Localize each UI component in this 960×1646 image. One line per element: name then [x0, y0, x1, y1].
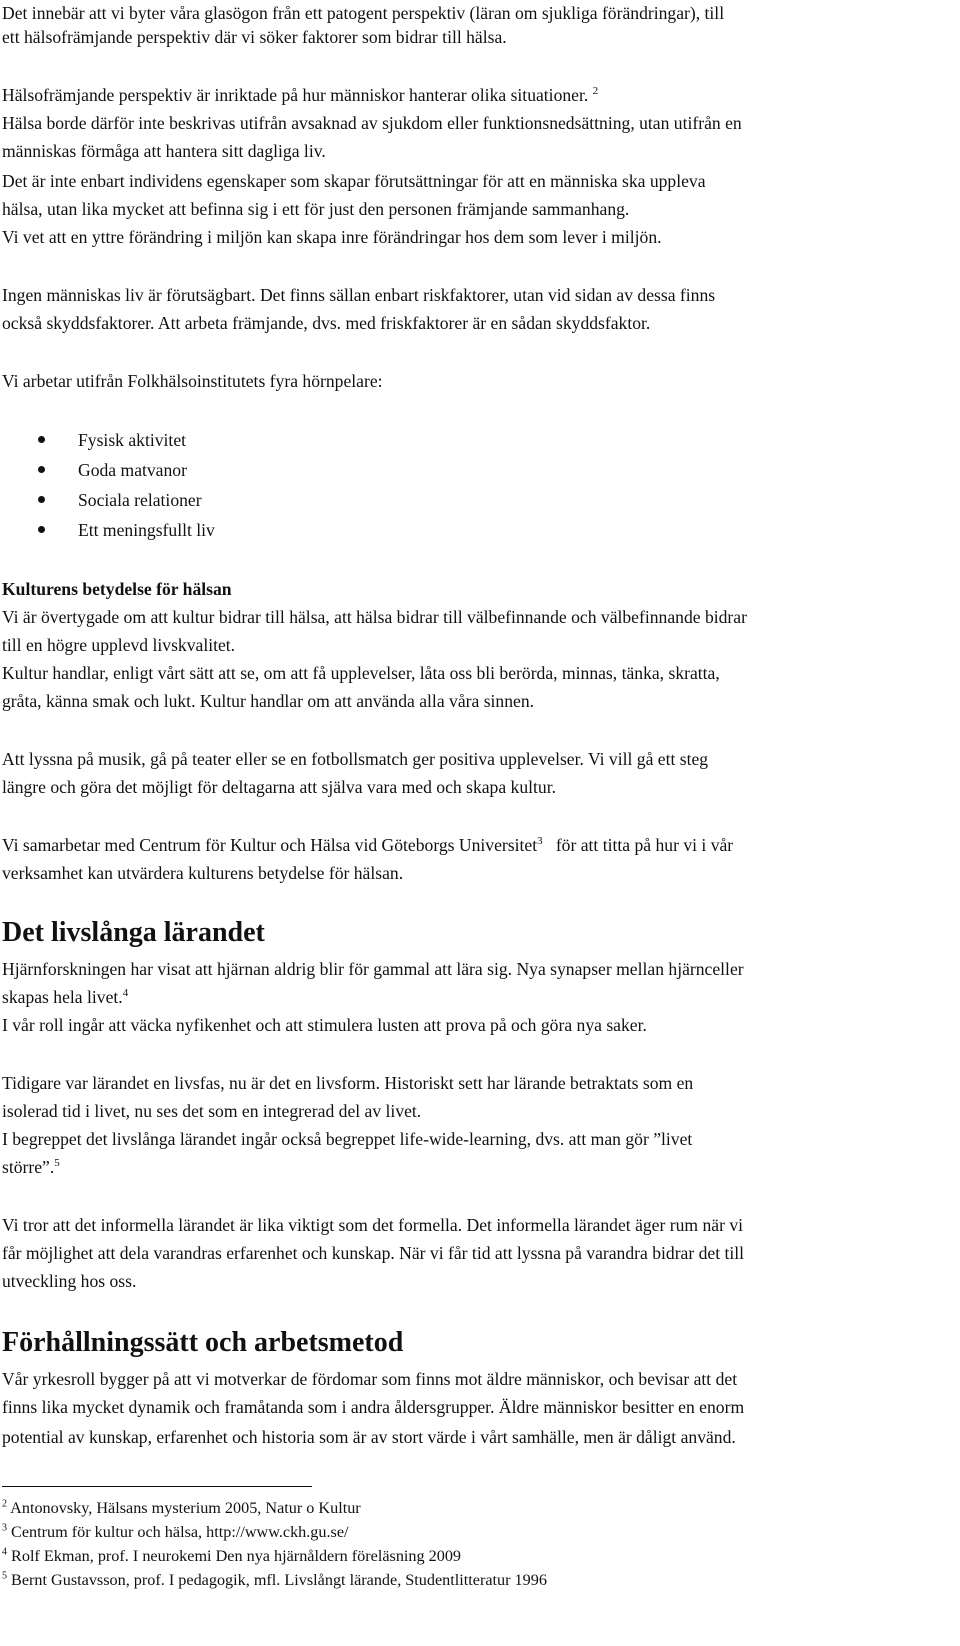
body-text-line: Vi är övertygade om att kultur bidrar till hälsa, att hälsa bidrar till välbefinnande och välbefinnande bidrar: [2, 607, 747, 627]
footnote-text: Bernt Gustavsson, prof. I pedagogik, mfl. Livslångt lärande, Studentlitteratur 1996: [11, 1571, 547, 1589]
footnote: [2, 1498, 361, 1518]
body-text-line: Vår yrkesroll bygger på att vi motverkar de fördomar som finns mot äldre människor, och bevisar att det: [2, 1369, 738, 1389]
body-text: Hälsofrämjande perspektiv är inriktade på hur människor hanterar olika situationer.: [2, 85, 589, 105]
footnote-divider: [2, 1486, 312, 1487]
body-text-line: potential av kunskap, erfarenhet och historia som är av stort värde i vårt samhälle, men är dåligt använd.: [2, 1427, 736, 1447]
body-text-line: Kultur handlar, enligt vårt sätt att se, om att få upplevelser, låta oss bli berörda, minnas, tänka, skratta,: [2, 663, 720, 683]
footnote-number: 2: [2, 1498, 7, 1510]
footnote-number: 3: [2, 1522, 7, 1534]
body-text-line: ett hälsofrämjande perspektiv där vi söker faktorer som bidrar till hälsa.: [2, 27, 507, 47]
body-text-line: till en högre upplevd livskvalitet.: [2, 635, 236, 655]
body-text: skapas hela livet.: [2, 987, 123, 1007]
body-text-line: Ingen människas liv är förutsägbart. Det finns sällan enbart riskfaktorer, utan vid sidan av dessa finns: [2, 285, 716, 305]
footnote-ref: 5: [54, 1157, 60, 1170]
body-text: för att titta på hur vi i vår: [555, 835, 734, 855]
footnote: [2, 1570, 547, 1590]
footnote: [2, 1522, 349, 1542]
body-text-line: får möjlighet att dela varandras erfarenhet och kunskap. När vi får tid att lyssna på varandra bidrar det till: [2, 1243, 745, 1263]
bullet-dot: [38, 436, 45, 443]
body-text: Vi samarbetar med Centrum för Kultur och Hälsa vid Göteborgs Universitet: [2, 835, 538, 855]
body-text-line: isolerad tid i livet, nu ses det som en integrerad del av livet.: [2, 1101, 422, 1121]
footnote-ref: 4: [122, 987, 129, 1000]
body-text-line: utveckling hos oss.: [2, 1271, 137, 1291]
list-item: Ett meningsfullt liv: [78, 520, 215, 540]
body-text-line: [2, 834, 733, 856]
body-text-line: [2, 986, 128, 1008]
body-text-line: Det innebär att vi byter våra glasögon från ett patogent perspektiv (läran om sjukliga förändringar), till: [2, 3, 725, 23]
footnote-text: Centrum för kultur och hälsa, http://www.ckh.gu.se/: [11, 1523, 349, 1541]
body-text-line: Vi tror att det informella lärandet är lika viktigt som det formella. Det informella lärandet äger rum när vi: [2, 1215, 744, 1235]
body-text-line: hälsa, utan lika mycket att befinna sig i ett för just den personen främjande sammanhang.: [2, 199, 630, 219]
section-subheading: Kulturens betydelse för hälsan: [2, 579, 232, 599]
list-item: Sociala relationer: [78, 490, 202, 510]
list-item: Goda matvanor: [78, 460, 187, 480]
footnote-number: 4: [2, 1546, 7, 1558]
body-text-line: verksamhet kan utvärdera kulturens betydelse för hälsan.: [2, 863, 404, 883]
body-text-line: också skyddsfaktorer. Att arbeta främjande, dvs. med friskfaktorer är en sådan skyddsfaktor.: [2, 313, 651, 333]
list-item: Fysisk aktivitet: [78, 430, 187, 450]
body-text-line: I vår roll ingår att väcka nyfikenhet och att stimulera lusten att prova på och göra nya saker.: [2, 1015, 647, 1035]
body-text-line: Vi arbetar utifrån Folkhälsoinstitutets fyra hörnpelare:: [2, 371, 383, 391]
body-text-line: Hälsa borde därför inte beskrivas utifrån avsaknad av sjukdom eller funktionsnedsättning, utan utifrån en: [2, 113, 742, 133]
bullet-dot: [38, 496, 45, 503]
body-text-line: Vi vet att en yttre förändring i miljön kan skapa inre förändringar hos dem som lever i miljön.: [2, 227, 662, 247]
body-text-line: längre och göra det möjligt för deltagarna att själva vara med och skapa kultur.: [2, 777, 557, 797]
section-heading: Det livslånga lärandet: [2, 917, 265, 948]
body-text-line: [2, 84, 598, 106]
body-text-line: Det är inte enbart individens egenskaper som skapar förutsättningar för att en människa ska uppleva: [2, 171, 706, 191]
bullet-dot: [38, 526, 45, 533]
body-text-line: människas förmåga att hantera sitt dagliga liv.: [2, 141, 326, 161]
footnote-ref: 2: [592, 85, 599, 98]
section-heading: Förhållningssätt och arbetsmetod: [2, 1327, 404, 1358]
footnote-text: Rolf Ekman, prof. I neurokemi Den nya hjärnåldern föreläsning 2009: [11, 1547, 462, 1565]
body-text-line: Hjärnforskningen har visat att hjärnan aldrig blir för gammal att lära sig. Nya synapser mellan hjärnceller: [2, 959, 744, 979]
footnote-text: Antonovsky, Hälsans mysterium 2005, Natur o Kultur: [10, 1499, 361, 1517]
body-text-line: I begreppet det livslånga lärandet ingår också begreppet life-wide-learning, dvs. att man gör ”livet: [2, 1129, 693, 1149]
body-text-line: Tidigare var lärandet en livsfas, nu är det en livsform. Historiskt sett har lärande betraktats som en: [2, 1073, 694, 1093]
footnote: [2, 1546, 461, 1566]
footnote-number: 5: [2, 1570, 7, 1582]
body-text-line: Att lyssna på musik, gå på teater eller se en fotbollsmatch ger positiva upplevelser. Vi vill gå ett steg: [2, 749, 709, 769]
footnote-ref: 3: [537, 835, 543, 848]
body-text-line: gråta, känna smak och lukt. Kultur handlar om att använda alla våra sinnen.: [2, 691, 535, 711]
body-text-line: [2, 1156, 60, 1178]
bullet-dot: [38, 466, 45, 473]
body-text-line: finns lika mycket dynamik och framåtanda som i andra åldersgrupper. Äldre människor besitter en enorm: [2, 1397, 745, 1417]
body-text: större”.: [2, 1157, 55, 1177]
